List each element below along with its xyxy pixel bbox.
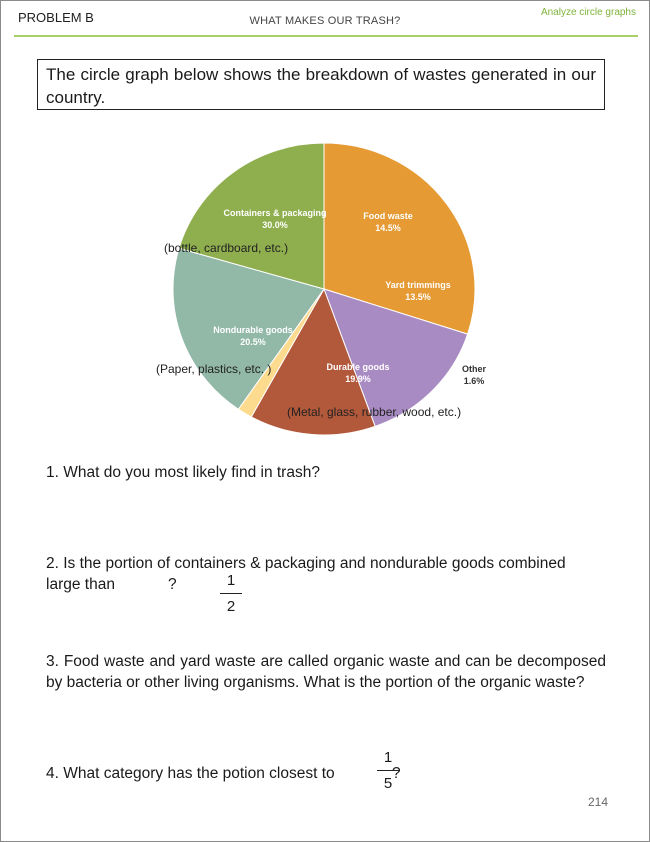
slice-value-label: 13.5% <box>405 292 431 302</box>
worksheet-title: WHAT MAKES OUR TRASH? <box>249 15 401 27</box>
page-number: 214 <box>587 795 608 809</box>
slice-value-label: 20.5% <box>240 337 266 347</box>
intro-text: The circle graph below shows the breakdown of wastes generated in our country. <box>37 59 605 110</box>
slice-label: Nondurable goods <box>213 325 293 335</box>
containers-note: (bottle, cardboard, etc.) <box>164 241 289 255</box>
question-3: 3. Food waste and yard waste are called organic waste and can be decomposed by bacteria or other living organisms. What is the portion of the organic waste? <box>46 653 606 691</box>
durable-note: (Metal, glass, rubber, wood, etc.) <box>287 405 462 419</box>
slice-label: Containers & packaging <box>223 208 327 218</box>
question-1: 1. What do you most likely find in trash? <box>46 464 320 481</box>
nondurable-note: (Paper, plastics, etc. ) <box>156 362 272 376</box>
slice-label: Food waste <box>363 211 413 221</box>
question-2-mark: ? <box>168 576 177 593</box>
question-2-line-1: 2. Is the portion of containers & packaging and nondurable goods combined <box>46 555 566 572</box>
slice-value-label: 19.9% <box>345 374 371 384</box>
question-4: 4. What category has the potion closest to <box>46 765 335 782</box>
question-2-line-2: large than <box>46 576 115 593</box>
fraction-denominator: 2 <box>226 598 236 615</box>
fraction-numerator: 1 <box>383 749 393 766</box>
slice-label: Yard trimmings <box>385 280 451 290</box>
problem-label: PROBLEM B <box>18 10 94 25</box>
question-4-mark: ? <box>392 765 401 782</box>
slice-label: Other <box>461 364 487 374</box>
fraction-numerator: 1 <box>226 572 236 589</box>
fraction-one-half <box>220 572 242 616</box>
slice-value-label: 30.0% <box>262 220 288 230</box>
fraction-denominator: 5 <box>383 775 393 792</box>
fraction-bar <box>220 593 242 594</box>
slice-value-label: 14.5% <box>375 223 401 233</box>
slice-value-label: 1.6% <box>463 376 485 386</box>
topic-label: Analyze circle graphs <box>540 7 636 18</box>
slice-label: Durable goods <box>326 362 390 372</box>
